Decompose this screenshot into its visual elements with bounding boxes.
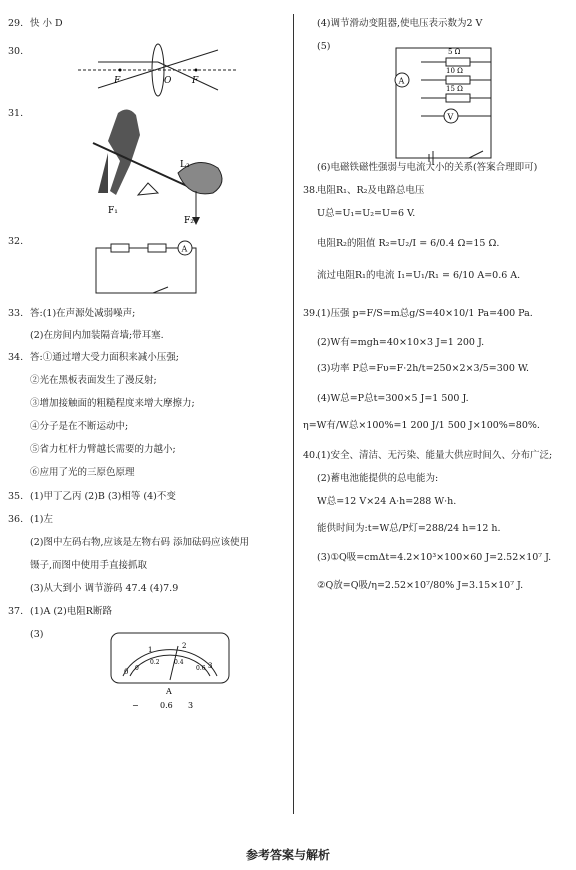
q39-line-3: (3)功率 P总=Fυ=F·2h/t=250×2×3/5=300 W. — [317, 363, 530, 374]
q33-line-2: (2)在房间内加装隔音墙;带耳塞. — [30, 330, 164, 341]
q37-circuit-r2: 10 Ω — [446, 67, 463, 75]
q33-line-1: 答:(1)在声源处减弱噪声; — [30, 308, 136, 319]
q34-number: 34. — [8, 352, 24, 363]
q37-scale-inner-1: 0.2 — [150, 659, 160, 666]
q40-line-6: ②Q放=Q吸/η=2.52×10⁷/80% J=3.15×10⁷ J. — [317, 580, 524, 591]
q34-line-4: ④分子是在不断运动中; — [30, 421, 129, 432]
q38-line-3: 电阻R₂的阻值 R₂=U₂/I = 6/0.4 Ω=15 Ω. — [317, 238, 500, 249]
q37-circuit-ammeter: A — [398, 76, 405, 86]
q30-focus-right: F — [192, 76, 199, 86]
q38-line-1: 电阻R₁、R₂及电路总电压 — [317, 185, 425, 196]
q34-line-5: ⑤省力杠杆力臂越长需要的力越小; — [30, 444, 176, 455]
q37-scale-outer-2: 2 — [182, 642, 187, 650]
q37-scale-inner-2: 0.4 — [174, 659, 184, 666]
q37-terminal-06: 0.6 — [160, 701, 173, 710]
q31-arm-l2: L₂ — [180, 160, 190, 170]
q36-line-4: (3)从大到小 调节游码 47.4 (4)7.9 — [30, 583, 179, 594]
q37-scale-outer-0: 0 — [124, 668, 129, 676]
q29-answer: 快 小 D — [30, 18, 63, 29]
q40-line-2: (2)蓄电池能提供的总电能为: — [317, 473, 439, 484]
q36-line-1: (1)左 — [30, 514, 53, 525]
q30-center: O — [164, 76, 172, 86]
q37-circuit-r1: 5 Ω — [448, 48, 461, 56]
q37-4: (4)调节滑动变阻器,使电压表示数为2 V — [317, 18, 483, 29]
q37-6: (6)电磁铁磁性强弱与电流大小的关系(答案合理即可) — [317, 162, 538, 173]
q39-line-4: (4)W总=P总t=300×5 J=1 500 J. — [317, 393, 469, 404]
q30-lens-diagram — [78, 40, 248, 100]
q37-terminal-3: 3 — [188, 701, 194, 710]
q40-line-3: W总=12 V×24 A·h=288 W·h. — [317, 496, 457, 507]
q37-scale-outer-1: 1 — [148, 646, 153, 654]
q37-5: (5) — [317, 41, 331, 52]
q39-line-1: (1)压强 p=F/S=m总g/S=40×10/1 Pa=400 Pa. — [317, 308, 533, 319]
q34-line-1: 答:①通过增大受力面积来减小压强; — [30, 352, 179, 363]
q37-parallel-circuit — [391, 40, 501, 170]
q40-number: 40. — [303, 450, 319, 461]
q32-circuit-diagram — [93, 233, 203, 298]
q36-number: 36. — [8, 514, 24, 525]
q32-number: 32. — [8, 236, 24, 247]
q30-number: 30. — [8, 46, 24, 57]
q37-terminal-neg: − — [132, 701, 139, 710]
q37-scale-inner-0: 0 — [135, 665, 139, 672]
q32-ammeter-label: A — [181, 244, 188, 254]
q31-force-f2: F₂ — [184, 216, 194, 226]
q36-line-2: (2)图中左码右物,应该是左物右码 添加砝码应该使用 — [30, 537, 249, 548]
q37-unit: A — [166, 687, 172, 696]
q37-scale-inner-3: 0.6 — [196, 665, 206, 672]
q29-number: 29. — [8, 18, 24, 29]
q34-line-6: ⑥应用了光的三原色原理 — [30, 467, 135, 478]
q38-line-4: 流过电阻R₁的电流 I₁=U₁/R₁ = 6/10 A=0.6 A. — [317, 270, 521, 281]
q39-line-5: η=W有/W总×100%=1 200 J/1 500 J×100%=80%. — [303, 420, 540, 431]
q34-line-3: ③增加接触面的粗糙程度来增大摩擦力; — [30, 398, 195, 409]
q39-number: 39. — [303, 308, 319, 319]
q37-line-1: (1)A (2)电阻R断路 — [30, 606, 112, 617]
q35-answer: (1)甲丁乙丙 (2)B (3)相等 (4)不变 — [30, 491, 176, 502]
q37-scale-outer-3: 3 — [208, 662, 213, 670]
q35-number: 35. — [8, 491, 24, 502]
q37-line-2: (3) — [30, 629, 44, 640]
q37-circuit-voltmeter: V — [447, 112, 454, 122]
q40-line-1: (1)安全、清洁、无污染、能量大供应时间久、分布广泛; — [317, 450, 553, 461]
q37-ammeter-dial — [108, 630, 233, 715]
q40-line-4: 能供时间为:t=W总/P灯=288/24 h=12 h. — [317, 523, 501, 534]
q31-lever-diagram — [88, 103, 238, 228]
q33-number: 33. — [8, 308, 24, 319]
q34-line-2: ②光在黑板表面发生了漫反射; — [30, 375, 157, 386]
q31-number: 31. — [8, 108, 24, 119]
column-divider — [293, 14, 294, 814]
page-footer: 参考答案与解析 — [245, 848, 330, 862]
q36-line-3: 镊子,而图中使用手直接抓取 — [30, 560, 148, 571]
q37-circuit-r3: 15 Ω — [446, 85, 463, 93]
q38-line-2: U总=U₁=U₂=U=6 V. — [317, 208, 416, 219]
q37-number: 37. — [8, 606, 24, 617]
q30-focus-left: F — [114, 76, 121, 86]
q38-number: 38. — [303, 185, 319, 196]
q39-line-2: (2)W有=mgh=40×10×3 J=1 200 J. — [317, 337, 485, 348]
q31-force-f1: F₁ — [108, 206, 118, 216]
q40-line-5: (3)①Q吸=cmΔt=4.2×10³×100×60 J=2.52×10⁷ J. — [317, 552, 552, 563]
